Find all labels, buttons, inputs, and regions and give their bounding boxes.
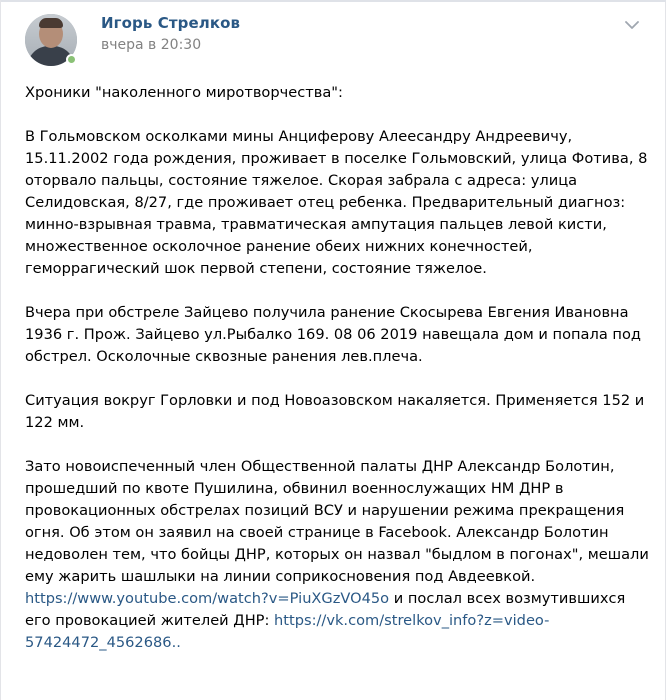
post-time[interactable]: вчера в 20:30 [101,37,202,53]
post-paragraph: В Гольмовском осколками мины Анциферову Алеесандру Андреевичу, 15.11.2002 года рождения, проживает в поселке Гольмовский, улица Фотива, 8 оторвало пальцы, состояние тяжелое. Скорая забрала с адреса: улица Селидовская, 8/27, где проживает отец ребенка. Предварительный диагноз: минно-взрывная травма, травматическая ампутация пальцев левой кисти, множественное осколочное ранение обеих нижних конечностей, геморрагический шок первой степени, состояние тяжелое. [25,128,648,277]
post-header [25,14,645,64]
author-name[interactable]: Игорь Стрелков [101,14,241,32]
post-paragraph-text: Зато новоиспеченный член Общественной палаты ДНР Александр Болотин, прошедший по квоте Пушилина, обвинил военнослужащих НМ ДНР в провокационных обстрелах позиций ВСУ и нарушении режима прекращения огня. Об этом он заявил на своей странице в Facebook. Александр Болотин недоволен тем, что бойцы ДНР, которых он назвал "быдлом в погонах", мешали ему жарить шашлыки на линии соприкосновения под Авдеевкой. [25,458,649,585]
top-divider [1,0,666,2]
online-status-icon [66,54,77,65]
post-link-connector: и послал всех возмутившихся его провокацией жителей ДНР: [25,590,626,629]
post-paragraph: Ситуация вокруг Горловки и под Новоазовском накаляется. Применяется 152 и 122 мм. [25,392,645,431]
post-text [25,82,649,654]
post-paragraph: Хроники "наколенного миротворчества": [25,84,343,101]
vk-video-link[interactable]: https://vk.com/strelkov_info?z=video-57424472_4562686.. [25,612,550,651]
chevron-down-icon[interactable] [623,18,641,32]
post-paragraph: Вчера при обстреле Зайцево получила ранение Скосырева Евгения Ивановна 1936 г. Прож. Зайцево ул.Рыбалко 169. 08 06 2019 навещала дом и попала под обстрел. Осколочные сквозные ранения лев.плеча. [25,304,641,365]
post-paragraph-last [25,456,649,654]
youtube-link[interactable]: https://www.youtube.com/watch?v=PiuXGzVO45o [25,590,390,607]
